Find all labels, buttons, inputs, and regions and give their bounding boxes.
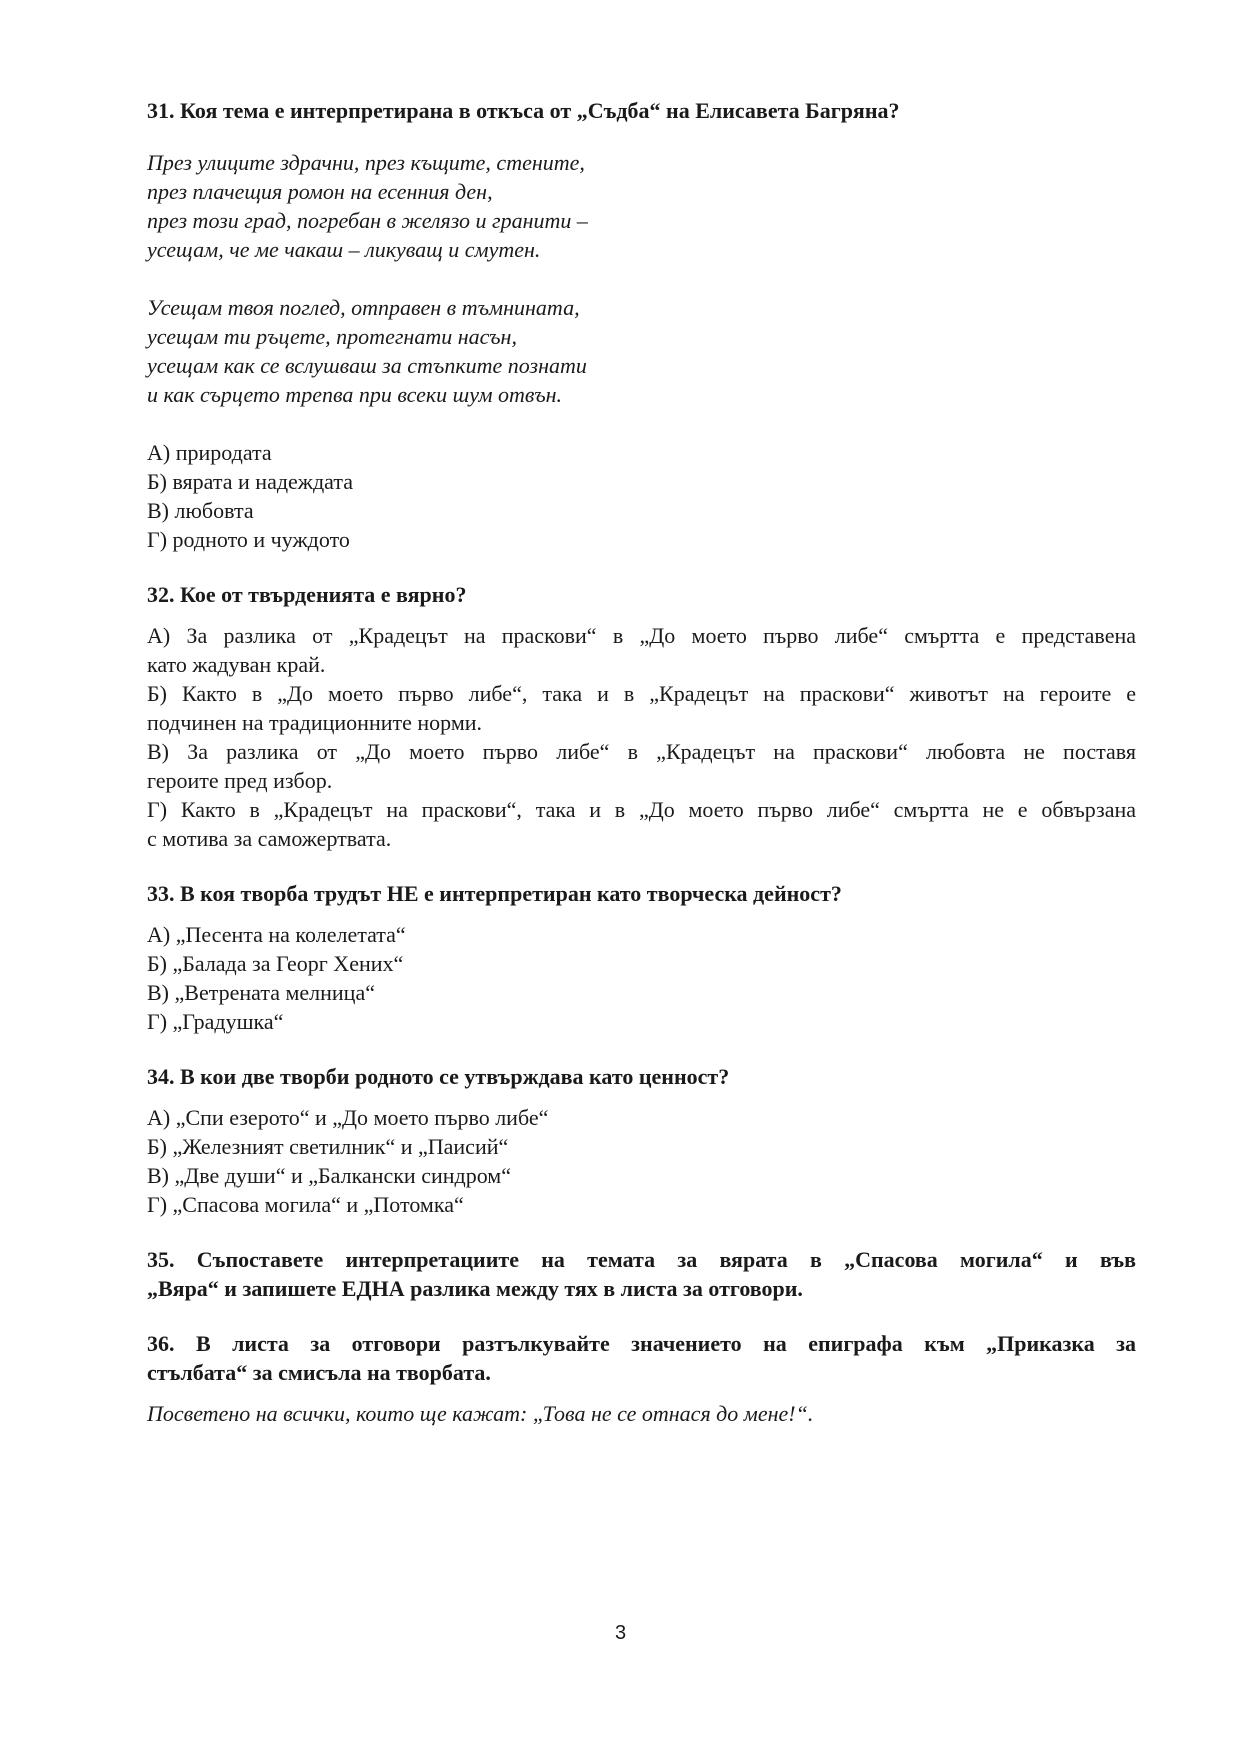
poem-line: през плачещия ромон на есенния ден, <box>147 179 493 204</box>
poem-line: усещам как се вслушваш за стъпките познати <box>147 353 587 378</box>
poem-line: През улиците здрачни, през къщите, стените, <box>147 150 585 175</box>
answer-option: А) „Спи езерото“ и „До моето първо либе“ <box>147 1105 549 1130</box>
poem-line: през този град, погребан в желязо и гранити – <box>147 208 588 233</box>
answer-option: А) природата <box>147 440 272 465</box>
answer-option: В) любовта <box>147 498 254 523</box>
question-36 <box>147 1329 1136 1428</box>
question-33-options <box>147 920 1136 1036</box>
question-36-title-line: стълбата“ за смисъла на творбата. <box>147 1360 491 1385</box>
question-36-title-line: 36. В листа за отговори разтълкувайте значението на епиграфа към „Приказка за <box>147 1331 1136 1356</box>
question-36-title <box>147 1329 1136 1387</box>
poem-stanza-1 <box>147 148 1136 264</box>
question-32 <box>147 580 1136 853</box>
answer-option: А) „Песента на колелетата“ <box>147 922 406 947</box>
question-34-options <box>147 1103 1136 1219</box>
question-32-title: 32. Кое от твърденията е вярно? <box>147 582 467 607</box>
answer-option: В) „Две души“ и „Балкански синдром“ <box>147 1163 511 1188</box>
answer-option: Г) „Градушка“ <box>147 1009 284 1034</box>
answer-option: Б) „Железният светилник“ и „Паисий“ <box>147 1134 509 1159</box>
answer-option: Г) „Спасова могила“ и „Потомка“ <box>147 1192 464 1217</box>
question-33-title: 33. В коя творба трудът НЕ е интерпретиран като творческа дейност? <box>147 881 842 906</box>
poem-line: и как сърцето трепва при всеки шум отвън. <box>147 382 563 407</box>
answer-option: Г) Както в „Крадецът на праскови“, така и в „До моето първо либе“ смъртта не е обвързана <box>147 797 1136 822</box>
answer-option: Г) родното и чуждото <box>147 527 350 552</box>
question-33 <box>147 879 1136 1036</box>
answer-option-continuation: героите пред избор. <box>147 768 333 793</box>
question-35-title-line: „Вяра“ и запишете ЕДНА разлика между тях в листа за отговори. <box>147 1276 803 1301</box>
question-31-title: 31. Коя тема е интерпретирана в откъса от „Съдба“ на Елисавета Багряна? <box>147 98 900 123</box>
question-31-options <box>147 438 1136 554</box>
page-content <box>147 96 1136 1428</box>
question-35 <box>147 1245 1136 1303</box>
epigraph: Посветено на всички, които ще кажат: „Това не се отнася до мене!“. <box>147 1401 814 1426</box>
poem-line: усещам ти ръцете, протегнати насън, <box>147 324 517 349</box>
question-32-options <box>147 621 1136 853</box>
answer-option: А) За разлика от „Крадецът на праскови“ в „До моето първо либе“ смъртта е представена <box>147 623 1136 648</box>
answer-option: Б) Както в „До моето първо либе“, така и в „Крадецът на праскови“ животът на героите е <box>147 681 1136 706</box>
answer-option-continuation: подчинен на традиционните норми. <box>147 710 483 735</box>
page-number: 3 <box>614 1622 627 1644</box>
answer-option: В) За разлика от „До моето първо либе“ в „Крадецът на праскови“ любовта не поставя <box>147 739 1136 764</box>
answer-option-continuation: като жадуван край. <box>147 652 326 677</box>
question-35-title-line: 35. Съпоставете интерпретациите на темата за вярата в „Спасова могила“ и във <box>147 1247 1136 1272</box>
question-31 <box>147 96 1136 554</box>
answer-option: В) „Ветрената мелница“ <box>147 980 375 1005</box>
question-34-title: 34. В кои две творби родното се утвърждава като ценност? <box>147 1064 730 1089</box>
answer-option: Б) вярата и надеждата <box>147 469 354 494</box>
question-35-title <box>147 1245 1136 1303</box>
question-34 <box>147 1062 1136 1219</box>
answer-option: Б) „Балада за Георг Хених“ <box>147 951 404 976</box>
poem-stanza-2 <box>147 293 1136 409</box>
poem-line: усещам, че ме чакаш – ликуващ и смутен. <box>147 237 541 262</box>
answer-option-continuation: с мотива за саможертвата. <box>147 826 392 851</box>
poem-line: Усещам твоя поглед, отправен в тъмнината, <box>147 295 580 320</box>
